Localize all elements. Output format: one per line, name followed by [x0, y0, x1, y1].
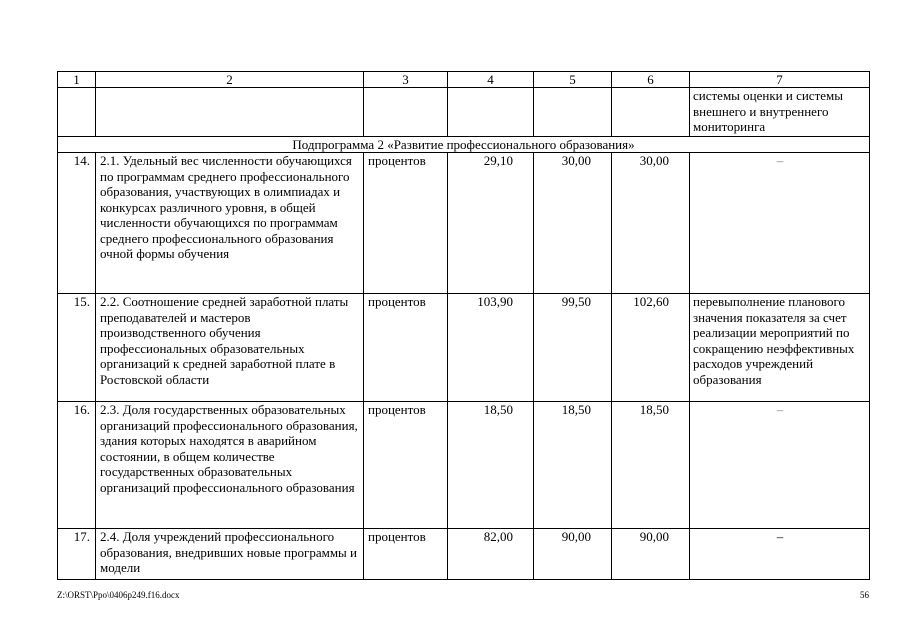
unit: процентов: [364, 153, 448, 294]
page-number: 56: [860, 590, 869, 600]
value-col4: 103,90: [448, 294, 534, 402]
note: –: [690, 153, 870, 294]
value-col6: 30,00: [612, 153, 690, 294]
table-row: [58, 153, 870, 294]
value-col4: 18,50: [448, 402, 534, 529]
unit: процентов: [364, 529, 448, 580]
row-number: 14.: [58, 153, 96, 294]
report-table: [57, 71, 870, 580]
column-header: 6: [612, 72, 690, 88]
row-number: 17.: [58, 529, 96, 580]
value-col6: 102,60: [612, 294, 690, 402]
unit: процентов: [364, 402, 448, 529]
row-number: 16.: [58, 402, 96, 529]
indicator-name: 2.3. Доля государственных образовательных организаций профессионального образования, здания которых находятся в аварийном состоянии, в общем количестве государственных образовательных организаций профессионального образования: [96, 402, 364, 529]
unit: процентов: [364, 294, 448, 402]
note: –: [690, 402, 870, 529]
column-header: 1: [58, 72, 96, 88]
column-header: 4: [448, 72, 534, 88]
continuation-note: системы оценки и системы внешнего и внутреннего мониторинга: [690, 88, 870, 137]
value-col5: 18,50: [534, 402, 612, 529]
continuation-row: [58, 88, 870, 137]
table-row: [58, 294, 870, 402]
file-path: Z:\ORST\Ppo\0406p249.f16.docx: [57, 590, 180, 600]
value-col4: 82,00: [448, 529, 534, 580]
value-col5: 99,50: [534, 294, 612, 402]
table-row: [58, 529, 870, 580]
value-col5: 30,00: [534, 153, 612, 294]
subprogram-title: Подпрограмма 2 «Развитие профессионального образования»: [58, 137, 870, 153]
column-header: 2: [96, 72, 364, 88]
row-number: 15.: [58, 294, 96, 402]
column-header: 3: [364, 72, 448, 88]
indicator-name: 2.1. Удельный вес численности обучающихся по программам среднего профессионального образования, участвующих в олимпиадах и конкурсах различного уровня, в общей численности обучающихся по программам среднего профессионального образования очной формы обучения: [96, 153, 364, 294]
value-col5: 90,00: [534, 529, 612, 580]
column-number-row: [58, 72, 870, 88]
value-col4: 29,10: [448, 153, 534, 294]
note: перевыполнение планового значения показателя за счет реализации мероприятий по сокращению неэффективных расходов учреждений образования: [690, 294, 870, 402]
value-col6: 18,50: [612, 402, 690, 529]
table-row: [58, 402, 870, 529]
column-header: 5: [534, 72, 612, 88]
indicator-name: 2.4. Доля учреждений профессионального образования, внедривших новые программы и модели: [96, 529, 364, 580]
indicator-name: 2.2. Соотношение средней заработной платы преподавателей и мастеров производственного обучения профессиональных образовательных организаций к средней заработной плате в Ростовской области: [96, 294, 364, 402]
value-col6: 90,00: [612, 529, 690, 580]
column-header: 7: [690, 72, 870, 88]
subprogram-row: [58, 137, 870, 153]
note: –: [690, 529, 870, 580]
